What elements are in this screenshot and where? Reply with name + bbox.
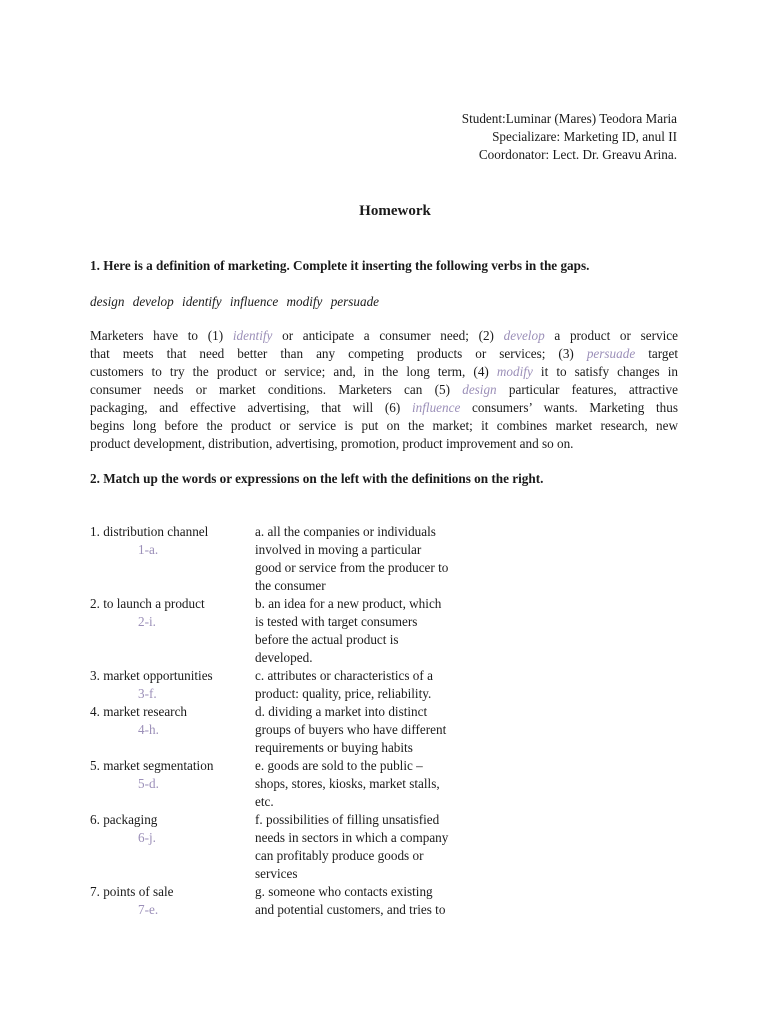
paragraph-text: it to satisfy changes in [532,364,678,379]
match-answer: 3-f. [138,686,157,701]
match-definition [255,523,485,595]
definition-line: requirements or buying habits [255,740,413,755]
match-pair [90,523,510,595]
answer-word: modify [496,364,533,379]
paragraph-text: packaging, and effective advertising, that will (6) [90,400,412,415]
paragraph-line [90,381,678,399]
definition-line: f. possibilities of filling unsatisfied [255,812,440,827]
match-definition [255,883,485,919]
definition-line: needs in sectors in which a company [255,830,449,845]
match-pair [90,595,510,667]
match-term-cell [90,667,255,703]
definition-line: is tested with target consumers [255,614,418,629]
paragraph-text: begins long before the product or service is put on the market; it combines market research, new [90,418,678,433]
match-definition [255,811,485,883]
paragraph-text: that meets that need better than any competing products or services; (3) [90,346,587,361]
coordinator: Coordonator: Lect. Dr. Greavu Arina. [478,147,677,162]
exercise-1-paragraph [90,327,678,453]
match-pair [90,811,510,883]
paragraph-text: consumer needs or market conditions. Marketers can (5) [90,382,463,397]
match-definition [255,703,485,757]
paragraph-line [90,399,678,417]
paragraph-text: consumers’ wants. Marketing thus [460,400,678,415]
paragraph-text: Marketers have to (1) [90,328,233,343]
answer-word: influence [411,400,461,415]
match-term: 5. market segmentation [90,758,214,773]
match-pair [90,703,510,757]
match-term: 2. to launch a product [90,596,205,611]
definition-line: etc. [255,794,274,809]
answer-word: identify [232,328,273,343]
student-info-block [462,110,677,164]
student-name: Student:Luminar (Mares) Teodora Maria [461,111,677,126]
paragraph-text: particular features, attractive [496,382,678,397]
definition-line: good or service from the producer to [255,560,449,575]
definition-line: and potential customers, and tries to [255,902,446,917]
answer-word: develop [503,328,545,343]
matching-exercise [90,523,510,919]
paragraph-line [90,435,678,453]
paragraph-text: a product or service [544,328,678,343]
match-term: 6. packaging [90,812,158,827]
definition-line: d. dividing a market into distinct [255,704,428,719]
definition-line: involved in moving a particular [255,542,422,557]
match-pair [90,883,510,919]
definition-line: a. all the companies or individuals [255,524,436,539]
paragraph-line [90,327,678,345]
paragraph-text: product development, distribution, advertising, promotion, product improvement and so on. [90,436,574,451]
match-answer: 5-d. [138,776,159,791]
definition-line: g. someone who contacts existing [255,884,433,899]
match-answer: 1-a. [138,542,159,557]
match-answer: 7-e. [138,902,159,917]
paragraph-text: or anticipate a consumer need; (2) [272,328,504,343]
match-term: 1. distribution channel [90,524,209,539]
answer-word: design [462,382,497,397]
match-term-cell [90,757,255,811]
match-term-cell [90,523,255,595]
paragraph-text: customers to try the product or service; and, in the long term, (4) [90,364,497,379]
match-term: 4. market research [90,704,188,719]
exercise-1-instruction: 1. Here is a definition of marketing. Complete it inserting the following verbs in the gaps. [90,258,590,273]
verb-list: design develop identify influence modify persuade [90,294,380,309]
paragraph-text: target [635,346,678,361]
definition-line: product: quality, price, reliability. [255,686,432,701]
match-term-cell [90,883,255,919]
definition-line: c. attributes or characteristics of a [255,668,433,683]
match-term-cell [90,703,255,757]
answer-word: persuade [586,346,636,361]
definition-line: shops, stores, kiosks, market stalls, [255,776,440,791]
paragraph-line [90,417,678,435]
match-pair [90,667,510,703]
definition-line: can profitably produce goods or [255,848,424,863]
definition-line: developed. [255,650,313,665]
definition-line: b. an idea for a new product, which [255,596,442,611]
match-answer: 2-i. [138,614,156,629]
definition-line: services [255,866,298,881]
match-pair [90,757,510,811]
match-term-cell [90,811,255,883]
definition-line: groups of buyers who have different [255,722,447,737]
page-title: Homework [359,203,431,219]
specialization: Specializare: Marketing ID, anul II [492,129,677,144]
paragraph-line [90,345,678,363]
definition-line: before the actual product is [255,632,399,647]
match-answer: 6-j. [138,830,156,845]
match-definition [255,667,485,703]
definition-line: the consumer [255,578,326,593]
match-definition [255,757,485,811]
definition-line: e. goods are sold to the public – [255,758,423,773]
exercise-2-instruction: 2. Match up the words or expressions on the left with the definitions on the right. [90,471,544,486]
match-term-cell [90,595,255,667]
match-term: 3. market opportunities [90,668,213,683]
match-term: 7. points of sale [90,884,174,899]
match-definition [255,595,485,667]
paragraph-line [90,363,678,381]
match-answer: 4-h. [138,722,159,737]
